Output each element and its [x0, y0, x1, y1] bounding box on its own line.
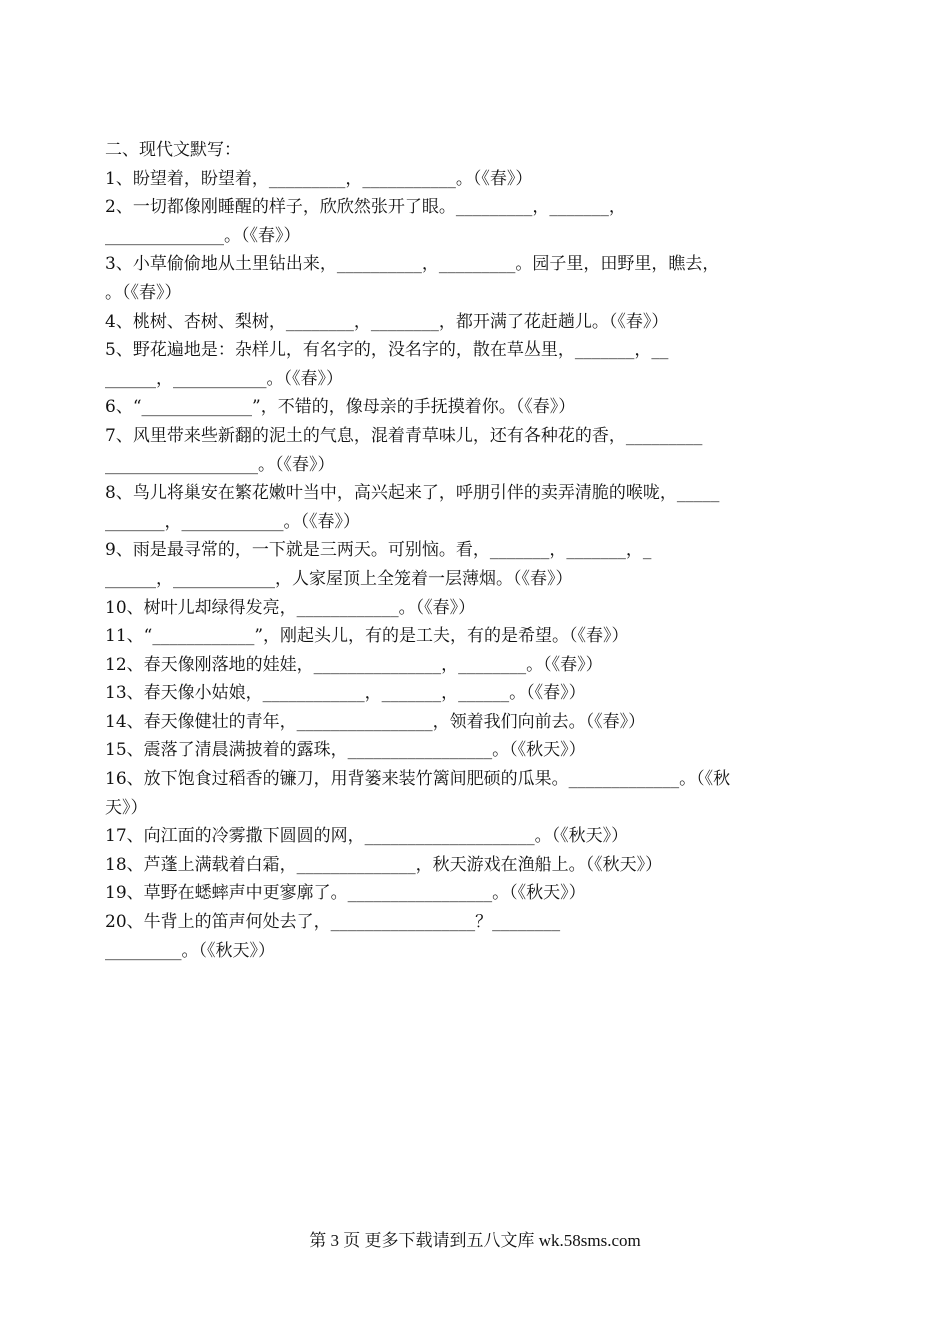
question-line: ______________。（《春》）	[105, 225, 301, 246]
question-line: 9、雨是最寻常的，一下就是三两天。可别恼。看，_______，_______，_	[105, 540, 652, 561]
question-line: ______，____________，人家屋顶上全笼着一层薄烟。（《春》）	[105, 568, 573, 589]
question-line: 天》）	[105, 797, 148, 818]
question-line: 5、野花遍地是：杂样儿，有名字的，没名字的，散在草丛里，_______，__	[105, 340, 669, 361]
exercise-content	[105, 136, 855, 965]
question-line: 2、一切都像刚睡醒的样子，欣欣然张开了眼。_________，_______，	[105, 197, 626, 218]
question-line: 1、盼望着，盼望着，_________，___________。（《春》）	[105, 168, 533, 189]
question-line: 17、向江面的冷雾撒下圆圆的网，____________________。（《秋天》）	[105, 826, 629, 847]
question-line: 12、春天像刚落地的娃娃，_______________，________。（《春》）	[105, 654, 603, 675]
page-footer: 第 3 页 更多下载请到五八文库 wk.58sms.com	[309, 1231, 641, 1250]
question-line: 8、鸟儿将巢安在繁花嫩叶当中，高兴起来了，呼朋引伴的卖弄清脆的喉咙，_____	[105, 483, 720, 504]
question-line: __________________。（《春》）	[105, 454, 335, 475]
question-line: 13、春天像小姑娘，____________，_______，______。（《春》）	[105, 683, 586, 704]
question-line: 19、草野在蟋蟀声中更寥廓了。_________________。（《秋天》）	[105, 883, 586, 904]
question-line: 。（《春》）	[105, 282, 182, 303]
question-line: 3、小草偷偷地从土里钻出来，__________，_________。园子里，田野里，瞧去，	[105, 254, 720, 275]
question-line: 7、风里带来些新翻的泥土的气息，混着青草味儿，还有各种花的香，_________	[105, 425, 703, 446]
question-line: 18、芦蓬上满载着白霜，______________，秋天游戏在渔船上。（《秋天》）	[105, 854, 663, 875]
question-line: 4、桃树、杏树、梨树，________，________，都开满了花赶趟儿。（《春》）	[105, 311, 669, 332]
question-line: ______，___________。（《春》）	[105, 368, 343, 389]
section-title: 二、现代文默写：	[105, 140, 241, 160]
question-line: _______，____________。（《春》）	[105, 511, 360, 532]
question-line: 15、震落了清晨满披着的露珠，_________________。（《秋天》）	[105, 740, 586, 761]
question-line: 16、放下饱食过稻香的镰刀，用背篓来装竹篱间肥硕的瓜果。_____________。（《秋	[105, 769, 731, 790]
question-line: 20、牛背上的笛声何处去了，_________________？________	[105, 912, 561, 933]
question-line: 6、“_____________”，不错的，像母亲的手抚摸着你。（《春》）	[105, 397, 576, 418]
question-line: 11、“____________”，刚起头儿，有的是工夫，有的是希望。（《春》）	[105, 626, 629, 647]
question-line: 10、树叶儿却绿得发亮，____________。（《春》）	[105, 597, 476, 618]
question-line: 14、春天像健壮的青年，________________，领着我们向前去。（《春》）	[105, 711, 646, 732]
question-line: _________。（《秋天》）	[105, 940, 275, 961]
